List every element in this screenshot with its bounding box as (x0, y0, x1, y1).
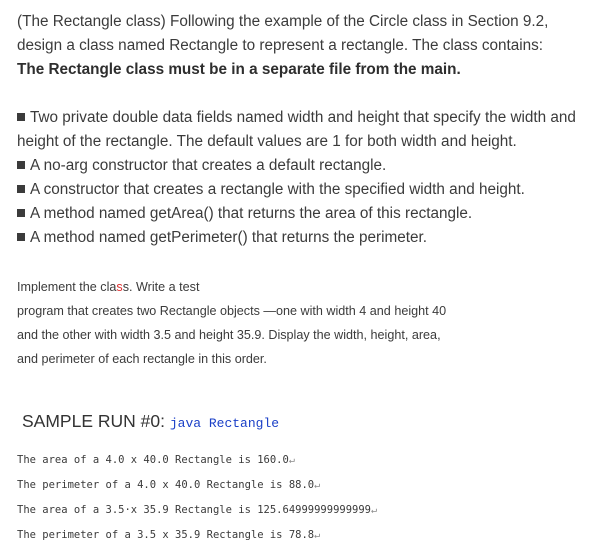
return-icon: ↵ (314, 530, 321, 541)
output-line: The area of a 4.0 x 40.0 Rectangle is 160.0↵ (17, 454, 295, 466)
output-line: The perimeter of a 3.5 x 35.9 Rectangle is 78.8↵ (17, 529, 321, 541)
sample-run-label: SAMPLE RUN #0: (22, 411, 165, 431)
list-item: A method named getPerimeter() that returns the perimeter. (17, 226, 605, 250)
return-icon: ↵ (288, 455, 295, 466)
list-item: A method named getArea() that returns the area of this rectangle. (17, 202, 605, 226)
implementation-instructions (17, 275, 605, 371)
return-icon: ↵ (371, 505, 378, 516)
requirements-list (17, 106, 605, 250)
impl-line-1: Implement the class. Write a test (17, 280, 200, 294)
list-item: A constructor that creates a rectangle with the specified width and height. (17, 178, 605, 202)
intro-line-1: (The Rectangle class) Following the example of the Circle class in Section 9.2, (17, 13, 549, 30)
sample-output (17, 448, 605, 548)
impl-line-3: and the other with width 3.5 and height 35.9. Display the width, height, area, (17, 328, 441, 342)
return-icon: ↵ (314, 480, 321, 491)
square-bullet-icon (17, 209, 25, 217)
intro-line-2: design a class named Rectangle to represent a rectangle. The class contains: (17, 37, 544, 54)
impl-line-2: program that creates two Rectangle objects —one with width 4 and height 40 (17, 304, 447, 318)
list-item: A no-arg constructor that creates a default rectangle. (17, 154, 605, 178)
square-bullet-icon (17, 113, 25, 121)
square-bullet-icon (17, 161, 25, 169)
square-bullet-icon (17, 185, 25, 193)
assignment-content (17, 10, 605, 548)
intro-paragraph (17, 10, 605, 82)
sample-run-command: java Rectangle (169, 416, 280, 431)
list-item: Two private double data fields named width and height that specify the width and height of the rectangle. The default values are 1 for both width and height. (17, 109, 576, 150)
square-bullet-icon (17, 233, 25, 241)
text-cursor-mark: s (116, 280, 123, 294)
separate-file-requirement: The Rectangle class must be in a separate file from the main. (17, 61, 461, 78)
output-line: The perimeter of a 4.0 x 40.0 Rectangle is 88.0↵ (17, 479, 321, 491)
impl-line-4: and perimeter of each rectangle in this order. (17, 352, 267, 366)
output-line: The area of a 3.5·x 35.9 Rectangle is 125.64999999999999↵ (17, 504, 378, 516)
sample-run-header (22, 407, 605, 435)
